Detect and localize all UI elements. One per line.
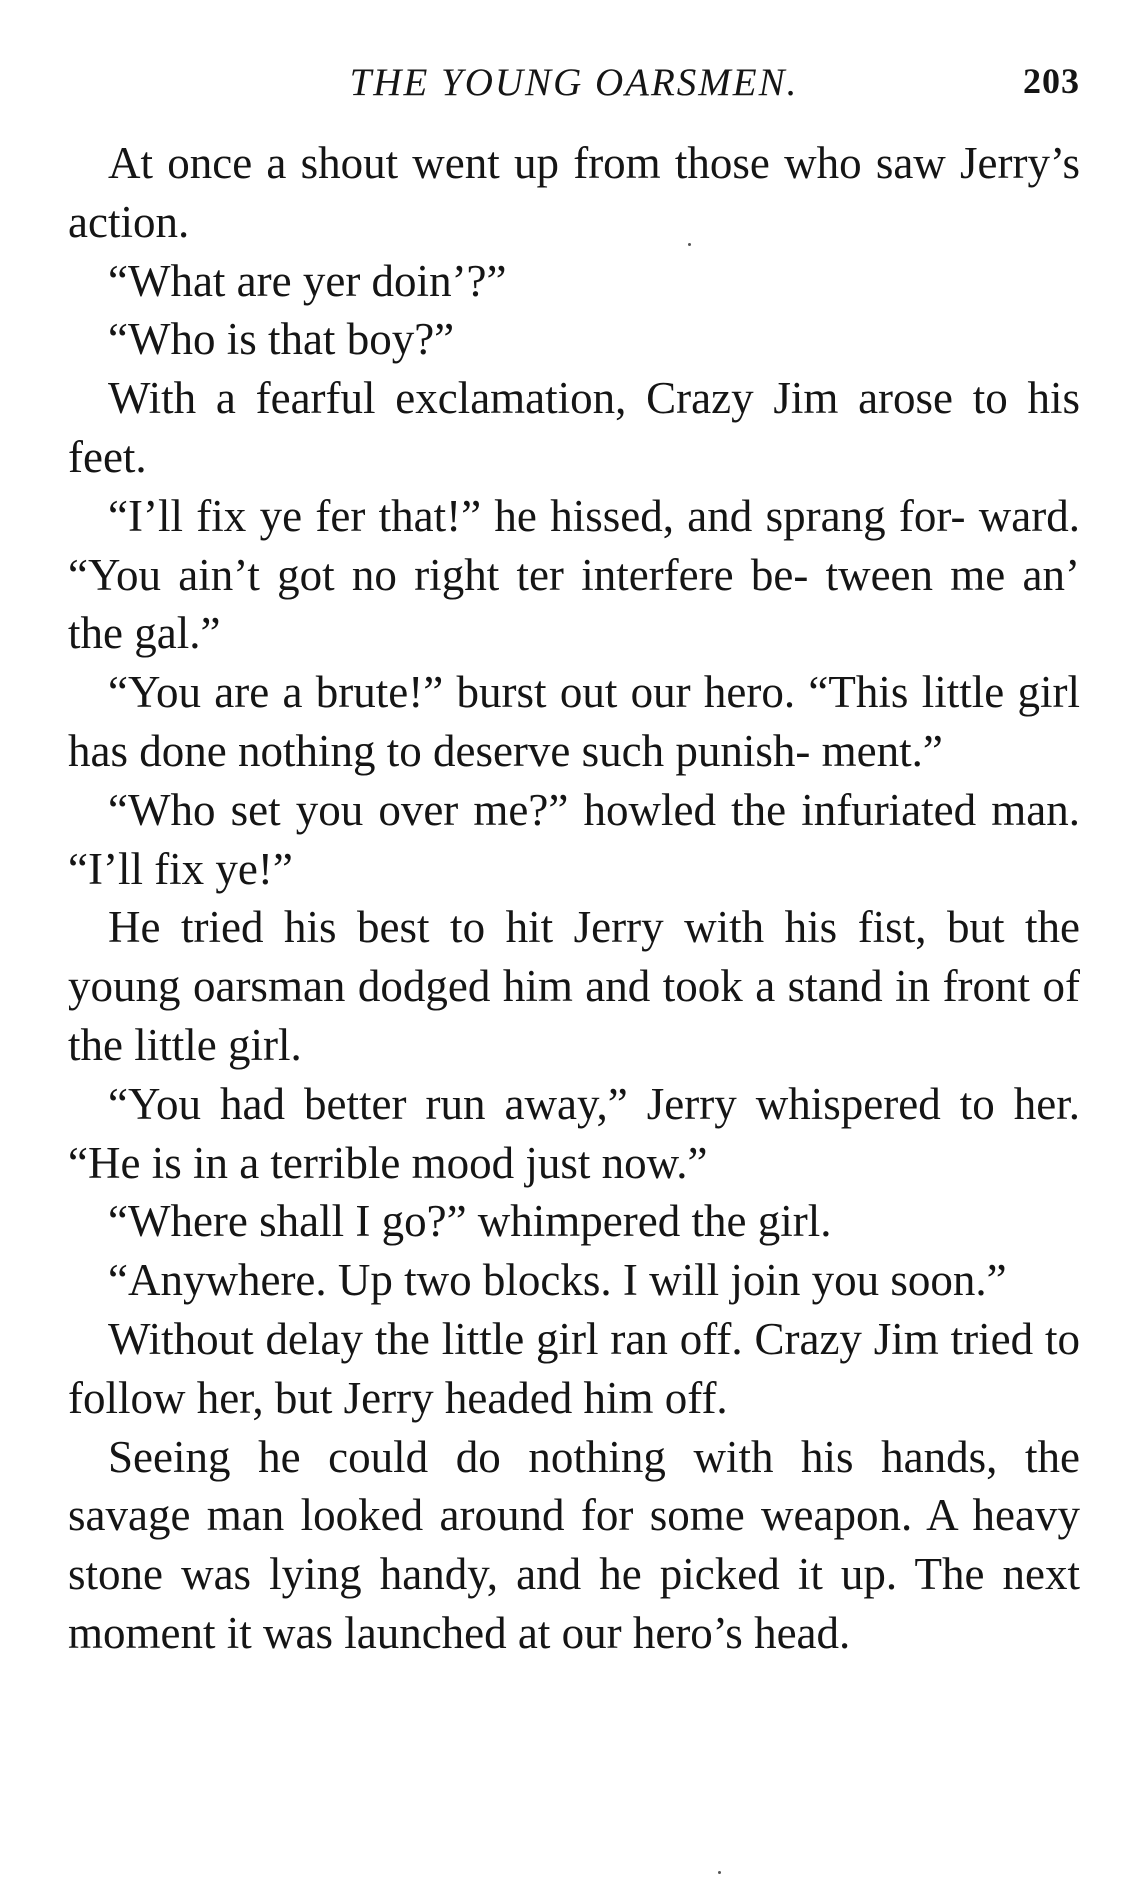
paragraph: Seeing he could do nothing with his hands, the savage man looked around for some weapon. A heavy stone was lying handy, and he picked it up. The next moment it was launched at our hero’s head. [68,1431,1080,1658]
paragraph: “Who set you over me?” howled the infuriated man. “I’ll fix ye!” [68,784,1080,894]
paragraph: “Who is that boy?” [108,314,455,365]
paragraph: “You had better run away,” Jerry whispered to her. “He is in a terrible mood just now.” [68,1078,1080,1188]
body-text [68,134,1080,1663]
paragraph: Without delay the little girl ran off. Crazy Jim tried to follow her, but Jerry headed him off. [68,1313,1080,1423]
scan-speck [688,243,691,246]
paragraph: “I’ll fix ye fer that!” he hissed, and sprang for- ward. “You ain’t got no right ter interfere be- tween me an’ the gal.” [68,490,1080,659]
paragraph: “What are yer doin’?” [108,255,507,306]
paragraph: “You are a brute!” burst out our hero. “This little girl has done nothing to deserve such punish- ment.” [68,667,1080,776]
paragraph: He tried his best to hit Jerry with his fist, but the young oarsman dodged him and took a stand in front of the little girl. [68,902,1080,1070]
scan-speck [718,1871,721,1874]
running-title: THE YOUNG OARSMEN. [349,61,799,104]
page-number: 203 [1023,61,1080,101]
paragraph: “Where shall I go?” whimpered the girl. [108,1196,832,1247]
book-page [68,40,1080,1860]
page-header [68,40,1080,120]
paragraph: “Anywhere. Up two blocks. I will join you soon.” [108,1255,1007,1306]
paragraph: With a fearful exclamation, Crazy Jim arose to his feet. [68,373,1080,482]
paragraph: At once a shout went up from those who saw Jerry’s action. [68,138,1080,247]
